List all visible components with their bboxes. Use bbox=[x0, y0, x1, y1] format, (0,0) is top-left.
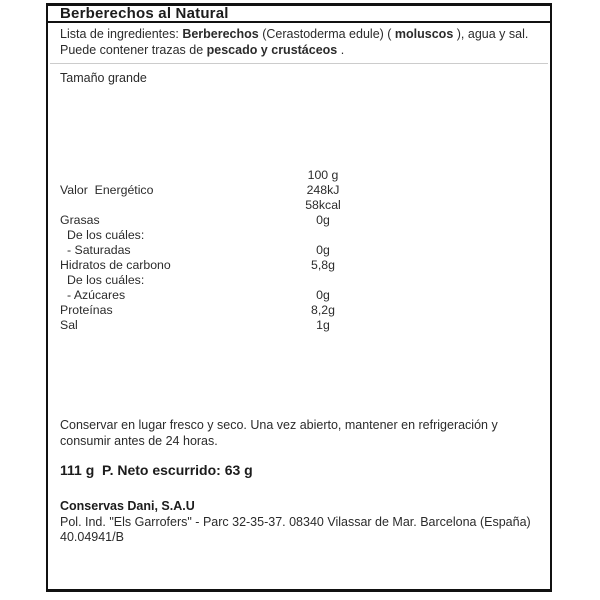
manufacturer-address: Pol. Ind. "Els Garrofers" - Parc 32-35-37. 08340 Vilassar de Mar. Barcelona (España) bbox=[60, 514, 531, 529]
nutrition-row bbox=[60, 273, 540, 288]
size-note: Tamaño grande bbox=[60, 71, 147, 85]
nutrient-label: - Saturadas bbox=[67, 243, 131, 257]
nutrient-label: Grasas bbox=[60, 213, 100, 227]
nutrient-label: De los cuáles: bbox=[67, 228, 145, 242]
nutrient-value: 8,2g bbox=[311, 303, 335, 317]
nutrition-row bbox=[60, 228, 540, 243]
nutrition-table-rows bbox=[60, 183, 540, 333]
ingredient-allergen-term: pescado y crustáceos bbox=[206, 42, 338, 57]
ingredient-allergen-term: Berberechos bbox=[182, 27, 259, 41]
nutrition-row bbox=[60, 303, 540, 318]
nutrition-row bbox=[60, 258, 540, 273]
nutrition-row bbox=[60, 243, 540, 258]
nutrient-value: 0g bbox=[316, 288, 330, 302]
ingredient-allergen-term: moluscos bbox=[394, 27, 454, 41]
nutrient-label: Valor Energético bbox=[60, 183, 154, 197]
nutrition-column-header-row bbox=[60, 168, 540, 183]
manufacturer-name: Conservas Dani, S.A.U bbox=[60, 499, 195, 513]
nutrition-row bbox=[60, 318, 540, 333]
nutrient-value: 248kJ bbox=[306, 183, 340, 197]
nutrient-label: Sal bbox=[60, 318, 78, 332]
nutrient-value: 1g bbox=[316, 318, 330, 332]
nutrient-value: 5,8g bbox=[311, 258, 335, 272]
registration-number: 40.04941/B bbox=[60, 530, 124, 544]
section-divider bbox=[50, 63, 548, 64]
nutrient-label: - Azúcares bbox=[67, 288, 126, 302]
ingredients-text bbox=[60, 27, 540, 58]
manufacturer-block bbox=[60, 499, 540, 546]
product-label bbox=[46, 3, 552, 592]
nutrition-row bbox=[60, 288, 540, 303]
nutrition-row bbox=[60, 213, 540, 228]
nutrition-row bbox=[60, 198, 540, 213]
nutrition-row bbox=[60, 183, 540, 198]
ingredient-text-segment: Lista de ingredientes: bbox=[60, 27, 183, 41]
storage-instructions: Conservar en lugar fresco y seco. Una vez abierto, mantener en refrigeración y consumir antes de 24 horas. bbox=[60, 418, 498, 448]
ingredient-text-segment: . bbox=[337, 42, 345, 57]
ingredient-text-segment: (Cerastoderma edule) ( bbox=[258, 27, 395, 41]
nutrient-value: 0g bbox=[316, 243, 330, 257]
net-weight: 111 g P. Neto escurrido: 63 g bbox=[60, 462, 253, 478]
nutrient-label: Hidratos de carbono bbox=[60, 258, 171, 272]
nutrient-label: De los cuáles: bbox=[67, 273, 145, 287]
nutrition-table bbox=[60, 168, 540, 333]
nutrient-label: Proteínas bbox=[60, 303, 113, 317]
nutrient-value: 58kcal bbox=[305, 198, 341, 212]
product-title: Berberechos al Natural bbox=[60, 5, 229, 22]
nutrition-column-header: 100 g bbox=[307, 168, 339, 182]
nutrient-value: 0g bbox=[316, 213, 330, 227]
ingredient-text-segment: ), agua y sal. Puede contener trazas de bbox=[60, 27, 532, 57]
label-header bbox=[48, 6, 550, 23]
